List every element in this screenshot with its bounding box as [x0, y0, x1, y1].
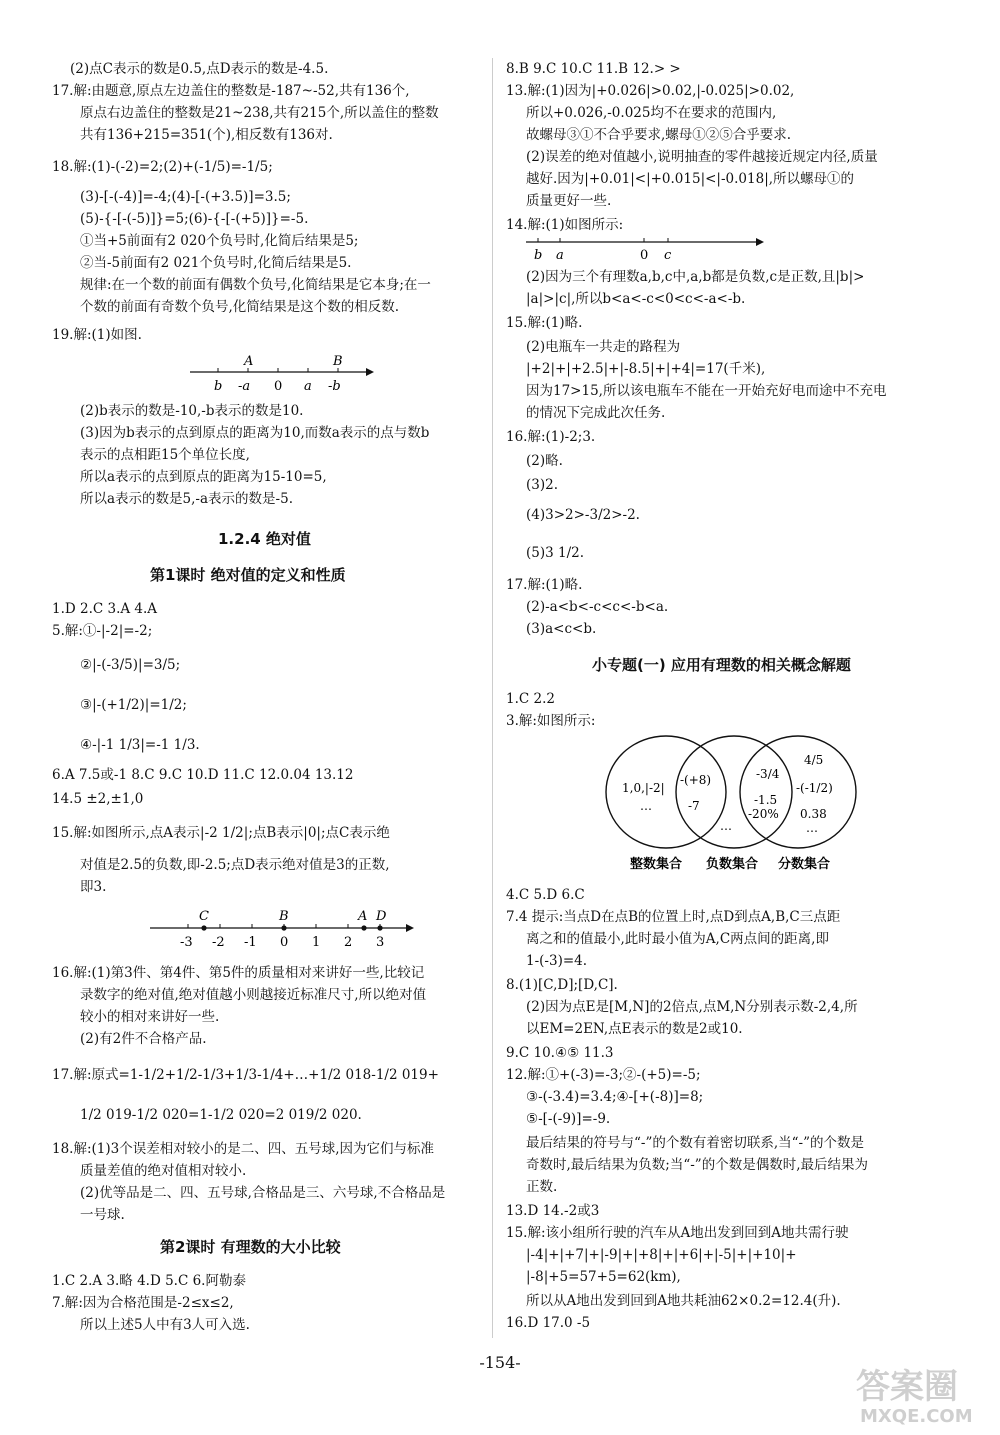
text-line: (2)误差的绝对值越小,说明抽查的零件越接近规定内径,质量: [526, 149, 878, 165]
text-line: 越好.因为|+0.01|<|+0.015|<|-0.018|,所以螺母①的: [526, 171, 855, 187]
lesson-heading: 第2课时 有理数的大小比较: [160, 1238, 341, 1256]
text-line: 所以从A地出发到回到A地共耗油62×0.2=12.4(升).: [526, 1293, 841, 1309]
watermark-site: MXQE.COM: [860, 1406, 973, 1427]
section-heading: 1.2.4 绝对值: [218, 530, 311, 548]
tick-label: 3: [376, 935, 385, 950]
text-line: 质量更好一些.: [526, 193, 612, 209]
text-line: |-4|+|+7|+|-9|+|+8|+|+6|+|-5|+|+10|+: [526, 1247, 797, 1263]
text-line: (2)点C表示的数是0.5,点D表示的数是-4.5.: [70, 61, 329, 77]
set-label: 整数集合: [630, 857, 683, 872]
text-line: 最后结果的符号与“-”的个数有着密切联系,当“-”的个数是: [526, 1135, 865, 1151]
text-line: (2)因为点E是[M,N]的2倍点,点M,N分别表示数-2,4,所: [526, 999, 858, 1015]
set-item: …: [640, 799, 652, 813]
tick-label: -a: [238, 379, 251, 394]
text-line: 9.C 10.④⑤ 11.3: [506, 1045, 614, 1061]
text-line: 17.解:由题意,原点左边盖住的整数是-187~-52,共有136个,: [52, 83, 410, 99]
tick-label: a: [556, 248, 564, 263]
set-label: 分数集合: [778, 857, 831, 872]
text-line: 5.解:①-|-2|=-2;: [52, 623, 153, 639]
negative-set-circle: [676, 736, 792, 848]
text-line: |a|>|c|,所以b<a<-c<0<c<-a<-b.: [526, 291, 746, 307]
text-line: (2)有2件不合格产品.: [80, 1031, 207, 1047]
text-line: 一号球.: [80, 1207, 125, 1223]
text-line: (2)略.: [526, 453, 563, 469]
tick-label: b: [534, 248, 543, 263]
text-line: (2)因为三个有理数a,b,c中,a,b都是负数,c是正数,且|b|>: [526, 269, 865, 285]
page-number: -154-: [479, 1353, 521, 1372]
text-line: 17.解:原式=1-1/2+1/2-1/3+1/3-1/4+…+1/2 018-1/2 019+: [52, 1067, 439, 1083]
tick-label: -b: [328, 379, 341, 394]
tick-label: -2: [212, 935, 225, 950]
set-item: 0.38: [800, 807, 827, 821]
text-line: 1.D 2.C 3.A 4.A: [52, 601, 158, 617]
watermark-title: 答案圈: [856, 1367, 958, 1407]
text-line: 1/2 019-1/2 020=1-1/2 020=2 019/2 020.: [80, 1107, 362, 1123]
text-line: 所以+0.026,-0.025均不在要求的范围内,: [526, 105, 777, 121]
text-line: 原点右边盖住的整数是21~238,共有215个,所以盖住的整数: [80, 105, 439, 121]
text-line: 4.C 5.D 6.C: [506, 887, 585, 903]
text-line: 15.解:(1)略.: [506, 315, 583, 331]
text-line: 较小的相对来讲好一些.: [80, 1009, 220, 1025]
lesson-heading: 第1课时 绝对值的定义和性质: [150, 566, 346, 584]
point-label: B: [279, 909, 289, 924]
set-item: …: [806, 821, 818, 835]
text-line: 因为17>15,所以该电瓶车不能在一开始充好电而途中不充电: [526, 383, 887, 399]
set-item: -20%: [748, 807, 779, 821]
text-line: 15.解:该小组所行驶的汽车从A地出发到回到A地共需行驶: [506, 1225, 849, 1241]
text-line: (4)3>2>-3/2>-2.: [526, 507, 640, 523]
text-line: ③|-(+1/2)|=1/2;: [80, 697, 187, 713]
set-item: …: [720, 819, 732, 833]
text-line: (2)优等品是二、四、五号球,合格品是三、六号球,不合格品是: [80, 1185, 446, 1201]
number-line-figure-15: [150, 906, 420, 952]
text-line: (2)电瓶车一共走的路程为: [526, 339, 681, 355]
tick-label: 1: [312, 935, 321, 950]
text-line: 个数的前面有奇数个负号,化简结果是这个数的相反数.: [80, 299, 400, 315]
set-item: -(-1/2): [796, 781, 833, 795]
text-line: 1.C 2.A 3.略 4.D 5.C 6.阿勒泰: [52, 1273, 246, 1289]
text-line: 13.D 14.-2或3: [506, 1203, 600, 1219]
point-label: B: [333, 354, 343, 369]
text-line: 以EM=2EN,点E表示的数是2或10.: [526, 1021, 743, 1037]
column-divider: [492, 58, 493, 1338]
tick-label: a: [304, 379, 312, 394]
text-line: 的情况下完成此次任务.: [526, 405, 666, 421]
text-line: 15.解:如图所示,点A表示|-2 1/2|;点B表示|0|;点C表示绝: [52, 825, 390, 841]
text-line: 16.解:(1)-2;3.: [506, 429, 596, 445]
text-line: 1-(-3)=4.: [526, 953, 588, 969]
text-line: (2)-a<b<-c<c<-b<a.: [526, 599, 669, 615]
text-line: (3)2.: [526, 477, 559, 493]
text-line: 对值是2.5的负数,即-2.5;点D表示绝对值是3的正数,: [80, 857, 390, 873]
text-line: ②|-(-3/5)|=3/5;: [80, 657, 181, 673]
text-line: 正数.: [526, 1179, 558, 1195]
text-line: ①当+5前面有2 020个负号时,化简后结果是5;: [80, 233, 359, 249]
tick-label: -3: [180, 935, 193, 950]
text-line: |-8|+5=57+5=62(km),: [526, 1269, 681, 1285]
set-item: -(+8): [680, 773, 712, 787]
set-item: -3/4: [756, 767, 780, 781]
set-item: -7: [688, 799, 700, 813]
text-line: 18.解:(1)-(-2)=2;(2)+(-1/5)=-1/5;: [52, 159, 273, 175]
tick-label: -1: [244, 935, 257, 950]
point-label: D: [376, 909, 387, 924]
text-line: 奇数时,最后结果为负数;当“-”的个数是偶数时,最后结果为: [526, 1157, 868, 1173]
text-line: (3)因为b表示的点到原点的距离为10,而数a表示的点与数b: [80, 425, 430, 441]
text-line: ③-(-3.4)=3.4;④-[+(-8)]=8;: [526, 1089, 704, 1105]
text-line: 7.4 提示:当点D在点B的位置上时,点D到点A,B,C三点距: [506, 909, 841, 925]
set-item: 4/5: [804, 753, 824, 767]
text-line: ⑤-[-(-9)]=-9.: [526, 1111, 611, 1127]
point-label: A: [244, 354, 254, 369]
text-line: 19.解:(1)如图.: [52, 327, 142, 343]
number-line-figure-14: [526, 232, 776, 264]
tick-label: 0: [640, 248, 649, 263]
point-label: C: [199, 909, 209, 924]
tick-label: c: [664, 248, 672, 263]
set-item: 1,0,|-2|: [622, 781, 665, 795]
text-line: 故螺母③①不合乎要求,螺母①②⑤合乎要求.: [526, 127, 792, 143]
text-line: 16.解:(1)第3件、第4件、第5件的质量相对来讲好一些,比较记: [52, 965, 425, 981]
text-line: 18.解:(1)3个误差相对较小的是二、四、五号球,因为它们与标准: [52, 1141, 435, 1157]
text-line: 7.解:因为合格范围是-2≤x≤2,: [52, 1295, 234, 1311]
text-line: 质量差值的绝对值相对较小.: [80, 1163, 247, 1179]
venn-diagram: [600, 732, 860, 878]
tick-label: 0: [274, 379, 283, 394]
text-line: 离之和的值最小,此时最小值为A,C两点间的距离,即: [526, 931, 829, 947]
text-line: 12.解:①+(-3)=-3;②-(+5)=-5;: [506, 1067, 701, 1083]
text-line: 所以a表示的数是5,-a表示的数是-5.: [80, 491, 293, 507]
text-line: 所以上述5人中有3人可入选.: [80, 1317, 250, 1333]
text-line: (3)-[-(-4)]=-4;(4)-[-(+3.5)]=3.5;: [80, 189, 291, 205]
tick-label: b: [214, 379, 223, 394]
set-item: -1.5: [754, 793, 778, 807]
number-line-figure-19: [190, 350, 380, 396]
text-line: |+2|+|+2.5|+|-8.5|+|+4|=17(千米),: [526, 361, 766, 377]
text-line: 规律:在一个数的前面有偶数个负号,化简结果是它本身;在一: [80, 277, 431, 293]
tick-label: 2: [344, 935, 353, 950]
text-line: ④-|-1 1/3|=-1 1/3.: [80, 737, 200, 753]
text-line: 14.解:(1)如图所示:: [506, 217, 624, 233]
watermark-logo: [852, 1360, 992, 1430]
tick-label: 0: [280, 935, 289, 950]
text-line: 所以a表示的点到原点的距离为15-10=5,: [80, 469, 327, 485]
text-line: (2)b表示的数是-10,-b表示的数是10.: [80, 403, 304, 419]
text-line: 6.A 7.5或-1 8.C 9.C 10.D 11.C 12.0.04 13.12: [52, 767, 354, 783]
text-line: 8.B 9.C 10.C 11.B 12.> >: [506, 61, 681, 77]
text-line: (3)a<c<b.: [526, 621, 597, 637]
set-label: 负数集合: [706, 857, 759, 872]
text-line: 16.D 17.0 -5: [506, 1315, 591, 1331]
text-line: (5)3 1/2.: [526, 545, 585, 561]
text-line: 8.(1)[C,D];[D,C].: [506, 977, 618, 993]
text-line: 14.5 ±2,±1,0: [52, 791, 144, 807]
text-line: 3.解:如图所示:: [506, 713, 596, 729]
topic-heading: 小专题(一) 应用有理数的相关概念解题: [592, 656, 851, 674]
text-line: 1.C 2.2: [506, 691, 555, 707]
text-line: (5)-{-[-(-5)]}=5;(6)-{-[-(+5)]}=-5.: [80, 211, 309, 227]
text-line: 表示的点相距15个单位长度,: [80, 447, 250, 463]
text-line: ②当-5前面有2 021个负号时,化简后结果是5.: [80, 255, 352, 271]
point-label: A: [358, 909, 368, 924]
text-line: 17.解:(1)略.: [506, 577, 583, 593]
text-line: 即3.: [80, 879, 107, 895]
text-line: 13.解:(1)因为|+0.026|>0.02,|-0.025|>0.02,: [506, 83, 795, 99]
text-line: 共有136+215=351(个),相反数有136对.: [80, 127, 333, 143]
text-line: 录数字的绝对值,绝对值越小则越接近标准尺寸,所以绝对值: [80, 987, 427, 1003]
